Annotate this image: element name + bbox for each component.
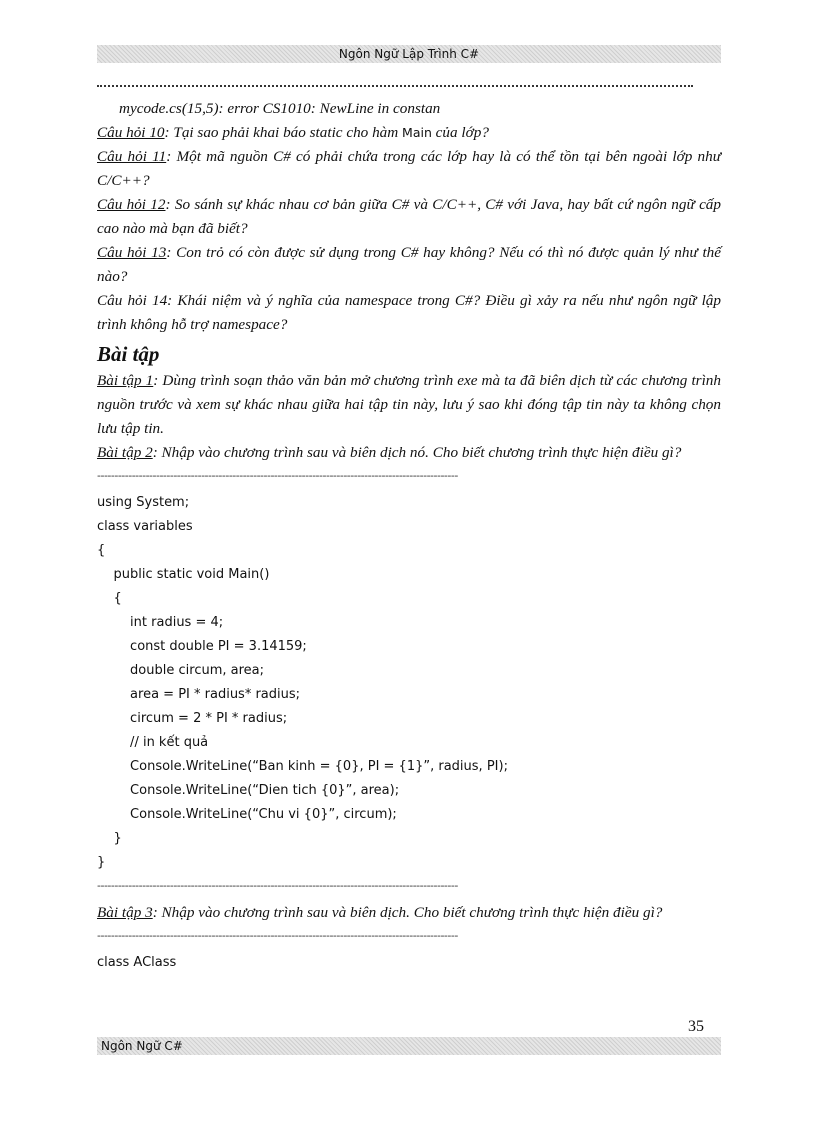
exercise-3 xyxy=(97,901,721,925)
exercise-1-label: Bài tập 1 xyxy=(97,372,154,389)
code-line: Console.WriteLine(“Chu vi {0}”, circum); xyxy=(97,807,397,822)
code-line: class AClass xyxy=(97,955,177,970)
page-footer xyxy=(97,1037,721,1055)
exercise-3-label: Bài tập 3 xyxy=(97,904,153,921)
code-line: // in kết quả xyxy=(97,735,209,750)
exercise-1 xyxy=(97,369,721,441)
code-separator-ex3: -------------------------------------------------------------------------------------------------------- xyxy=(97,929,458,942)
code-line: int radius = 4; xyxy=(97,615,224,630)
question-10-pre: : Tại sao phải khai báo static cho hàm xyxy=(164,124,403,141)
code-line: } xyxy=(97,855,106,870)
error-line: mycode.cs(15,5): error CS1010: NewLine in constan xyxy=(119,100,441,117)
code-separator-top: -------------------------------------------------------------------------------------------------------- xyxy=(97,469,458,482)
question-10-label: Câu hỏi 10 xyxy=(97,124,165,141)
page-number: 35 xyxy=(688,1018,704,1035)
exercise-2 xyxy=(97,441,721,465)
page-header xyxy=(97,45,721,63)
header-title: Ngôn Ngữ Lập Trình C# xyxy=(338,47,480,61)
question-11-text: : Một mã nguồn C# có phải chứa trong các lớp hay là có thể tồn tại bên ngoài lớp như C/C++? xyxy=(97,148,721,189)
question-12 xyxy=(97,193,721,241)
page-content xyxy=(97,97,721,975)
code-block-aclass xyxy=(97,951,721,975)
question-11 xyxy=(97,145,721,193)
question-11-label: Câu hỏi 11 xyxy=(97,148,167,165)
section-heading: Bài tập xyxy=(97,342,160,366)
code-line: circum = 2 * PI * radius; xyxy=(97,711,288,726)
code-line: double circum, area; xyxy=(97,663,265,678)
question-10-post: của lớp? xyxy=(431,124,489,141)
question-10 xyxy=(97,121,721,145)
question-14: Câu hỏi 14: Khái niệm và ý nghĩa của namespace trong C#? Điều gì xảy ra nếu như ngôn ngữ lập trình không hỗ trợ namespace? xyxy=(97,292,721,333)
code-line: using System; xyxy=(97,495,190,510)
question-10-code: Main xyxy=(402,125,432,140)
exercise-1-text: : Dùng trình soạn thảo văn bản mở chương trình exe mà ta đã biên dịch từ các chương trình nguồn trước và xem sự khác nhau giữa hai tập tin này, lưu ý sao khi đóng tập tin này ta không chọn lưu tập tin. xyxy=(97,372,721,437)
code-line: area = PI * radius* radius; xyxy=(97,687,301,702)
code-line: Console.WriteLine(“Dien tich {0}”, area); xyxy=(97,783,400,798)
code-line: Console.WriteLine(“Ban kinh = {0}, PI = {1}”, radius, PI); xyxy=(97,759,508,774)
question-13-text: : Con trỏ có còn được sử dụng trong C# hay không? Nếu có thì nó được quản lý như thế nào? xyxy=(97,244,722,285)
code-line: class variables xyxy=(97,519,193,534)
exercise-2-label: Bài tập 2 xyxy=(97,444,153,461)
question-13-label: Câu hỏi 13 xyxy=(97,244,167,261)
question-12-label: Câu hỏi 12 xyxy=(97,196,166,213)
code-line: { xyxy=(97,543,106,558)
question-12-text: : So sánh sự khác nhau cơ bản giữa C# và C/C++, C# với Java, hay bất cứ ngôn ngữ cấp cao nào mà bạn đã biết? xyxy=(97,196,721,237)
code-line: { xyxy=(97,591,122,606)
exercise-3-text: : Nhập vào chương trình sau và biên dịch. Cho biết chương trình thực hiện điều gì? xyxy=(152,904,663,921)
code-separator-bottom: -------------------------------------------------------------------------------------------------------- xyxy=(97,879,458,892)
code-block-variables xyxy=(97,491,721,875)
header-divider xyxy=(97,85,693,87)
code-line: public static void Main() xyxy=(97,567,270,582)
question-13 xyxy=(97,241,721,289)
exercise-2-text: : Nhập vào chương trình sau và biên dịch nó. Cho biết chương trình thực hiện điều gì? xyxy=(152,444,682,461)
code-line: const double PI = 3.14159; xyxy=(97,639,307,654)
footer-label: Ngôn Ngữ C# xyxy=(101,1039,183,1053)
code-line: } xyxy=(97,831,122,846)
